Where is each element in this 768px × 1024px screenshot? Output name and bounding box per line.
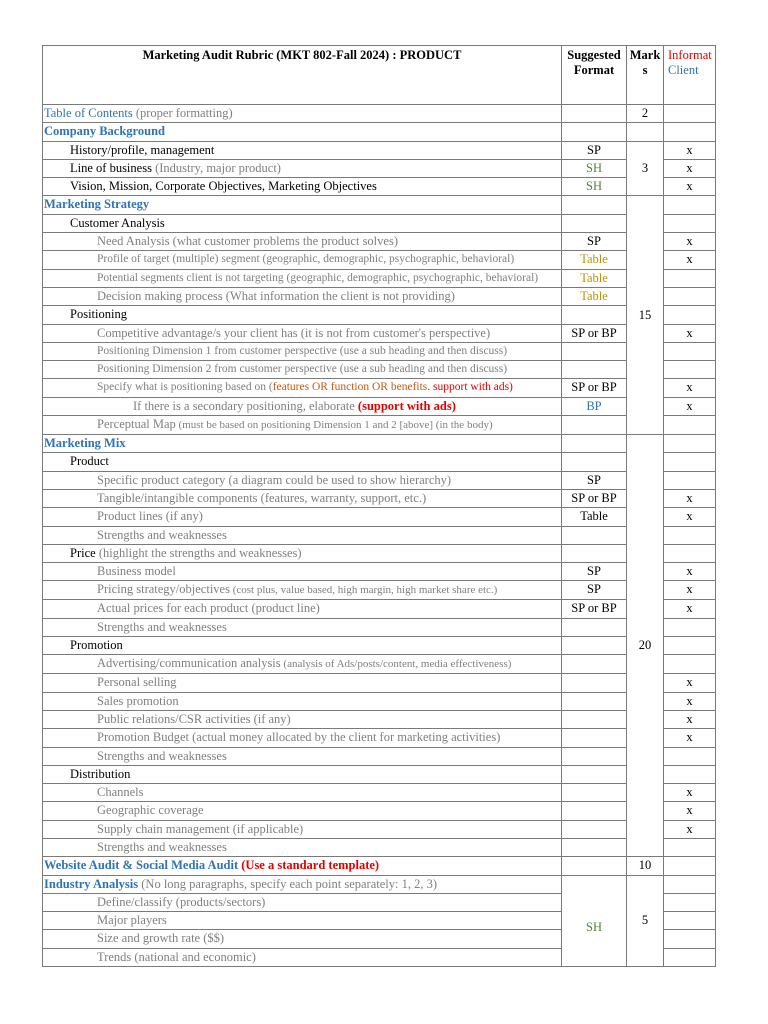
row-label: Positioning Dimension 1 from customer perspective (use a sub heading and then discuss)	[43, 342, 562, 360]
row-label: Profile of target (multiple) segment (geographic, demographic, psychographic, behavioral)	[43, 251, 562, 269]
table-row: History/profile, management SP 3 x	[43, 141, 716, 159]
row-label: History/profile, management	[43, 141, 562, 159]
table-row: Actual prices for each product (product line) SP or BP x	[43, 600, 716, 618]
table-row	[43, 655, 716, 674]
section-heading: Marketing Mix	[43, 435, 562, 453]
table-row: Sales promotion x	[43, 692, 716, 710]
table-row: Specific product category (a diagram could be used to show hierarchy) SP	[43, 471, 716, 489]
subsection-heading: Promotion	[43, 637, 562, 655]
table-row: Product lines (if any) Table x	[43, 508, 716, 526]
row-label: Supply chain management (if applicable)	[43, 820, 562, 838]
table-row: Need Analysis (what customer problems the product solves) SP x	[43, 233, 716, 251]
row-label: Line of business (Industry, major product)	[43, 159, 562, 177]
row-label: Positioning Dimension 2 from customer perspective (use a sub heading and then discuss)	[43, 361, 562, 379]
marks-header: Mark s	[627, 46, 664, 105]
section-row	[43, 875, 716, 893]
table-row	[43, 342, 716, 360]
marks-cell: 5	[627, 875, 664, 966]
row-label: Sales promotion	[43, 692, 562, 710]
subsection-row	[43, 637, 716, 655]
row-label: Promotion Budget (actual money allocated by the client for marketing activities)	[43, 729, 562, 747]
format-cell: SH	[562, 875, 627, 966]
section-row	[43, 123, 716, 141]
subsection-row	[43, 214, 716, 232]
row-label: Need Analysis (what customer problems the product solves)	[43, 233, 562, 251]
row-label: Size and growth rate ($$)	[43, 930, 562, 948]
table-row: Geographic coverage x	[43, 802, 716, 820]
header-row	[43, 46, 716, 105]
table-row: If there is a secondary positioning, elaborate (support with ads) BP x	[43, 397, 716, 415]
row-label: Geographic coverage	[43, 802, 562, 820]
row-label: Specific product category (a diagram could be used to show hierarchy)	[43, 471, 562, 489]
subsection-heading: Distribution	[43, 765, 562, 783]
row-label: Trends (national and economic)	[43, 948, 562, 966]
row-label: Actual prices for each product (product line)	[43, 600, 562, 618]
table-row: Competitive advantage/s your client has (it is not from customer's perspective) SP or BP x	[43, 324, 716, 342]
table-row	[43, 747, 716, 765]
row-label: Advertising/communication analysis (analysis of Ads/posts/content, media effectiveness)	[43, 655, 562, 674]
table-row	[43, 838, 716, 856]
row-label: Decision making process (What information the client is not providing)	[43, 287, 562, 305]
row-label: Table of Contents (proper formatting)	[43, 105, 562, 123]
section-heading: Industry Analysis (No long paragraphs, specify each point separately: 1, 2, 3)	[43, 875, 562, 893]
table-row: Profile of target (multiple) segment (geographic, demographic, psychographic, behavioral) Table x	[43, 251, 716, 269]
section-heading: Marketing Strategy	[43, 196, 562, 214]
row-label: Major players	[43, 912, 562, 930]
info-header: Informat Client	[664, 46, 716, 105]
row-label: Perceptual Map (must be based on positioning Dimension 1 and 2 [above] (in the body)	[43, 416, 562, 435]
marks-cell: 20	[627, 435, 664, 857]
section-heading: Company Background	[43, 123, 562, 141]
format-header: Suggested Format	[562, 46, 627, 105]
subsection-heading: Price (highlight the strengths and weaknesses)	[43, 544, 562, 562]
subsection-row	[43, 453, 716, 471]
table-row: Promotion Budget (actual money allocated by the client for marketing activities) x	[43, 729, 716, 747]
table-row: Channels x	[43, 784, 716, 802]
section-row	[43, 857, 716, 875]
table-row: Personal selling x	[43, 674, 716, 692]
row-label: Product lines (if any)	[43, 508, 562, 526]
table-row	[43, 526, 716, 544]
row-label: Competitive advantage/s your client has (it is not from customer's perspective)	[43, 324, 562, 342]
marks-cell: 2	[627, 105, 664, 123]
row-label: Channels	[43, 784, 562, 802]
table-row: Public relations/CSR activities (if any) x	[43, 710, 716, 728]
table-row: Pricing strategy/objectives (cost plus, value based, high margin, high market share etc.) SP x	[43, 581, 716, 600]
section-row	[43, 196, 716, 214]
table-row: Line of business (Industry, major product) SH x	[43, 159, 716, 177]
marks-cell: 15	[627, 196, 664, 435]
marks-cell: 10	[627, 857, 664, 875]
row-label: Strengths and weaknesses	[43, 526, 562, 544]
row-label: Specify what is positioning based on (features OR function OR benefits. support with ads)	[43, 379, 562, 397]
subsection-heading: Customer Analysis	[43, 214, 562, 232]
table-row	[43, 105, 716, 123]
marks-cell: 3	[627, 141, 664, 196]
row-label: Strengths and weaknesses	[43, 747, 562, 765]
subsection-heading: Product	[43, 453, 562, 471]
row-label: Business model	[43, 563, 562, 581]
subsection-row	[43, 306, 716, 324]
table-row: Decision making process (What information the client is not providing) Table	[43, 287, 716, 305]
table-row	[43, 361, 716, 379]
table-row: Tangible/intangible components (features, warranty, support, etc.) SP or BP x	[43, 489, 716, 507]
section-heading: Website Audit & Social Media Audit (Use a standard template)	[43, 857, 562, 875]
rubric-table	[42, 45, 716, 967]
section-row	[43, 435, 716, 453]
row-label: Define/classify (products/sectors)	[43, 893, 562, 911]
row-label: Strengths and weaknesses	[43, 838, 562, 856]
row-label: Vision, Mission, Corporate Objectives, Marketing Objectives	[43, 178, 562, 196]
table-row: Business model SP x	[43, 563, 716, 581]
rubric-title: Marketing Audit Rubric (MKT 802-Fall 2024) : PRODUCT	[43, 46, 562, 105]
table-row: Potential segments client is not targeting (geographic, demographic, psychographic, behavioral) Table	[43, 269, 716, 287]
table-row: Specify what is positioning based on (features OR function OR benefits. support with ads) SP or BP x	[43, 379, 716, 397]
row-label: Personal selling	[43, 674, 562, 692]
row-label: Pricing strategy/objectives (cost plus, value based, high margin, high market share etc.)	[43, 581, 562, 600]
table-row: Supply chain management (if applicable) x	[43, 820, 716, 838]
row-label: Public relations/CSR activities (if any)	[43, 710, 562, 728]
subsection-row	[43, 765, 716, 783]
subsection-row	[43, 544, 716, 562]
table-row	[43, 618, 716, 636]
row-label: Tangible/intangible components (features, warranty, support, etc.)	[43, 489, 562, 507]
row-label: If there is a secondary positioning, elaborate (support with ads)	[43, 397, 562, 415]
table-row	[43, 416, 716, 435]
subsection-heading: Positioning	[43, 306, 562, 324]
row-label: Potential segments client is not targeting (geographic, demographic, psychographic, behavioral)	[43, 269, 562, 287]
row-label: Strengths and weaknesses	[43, 618, 562, 636]
table-row: Vision, Mission, Corporate Objectives, Marketing Objectives SH x	[43, 178, 716, 196]
